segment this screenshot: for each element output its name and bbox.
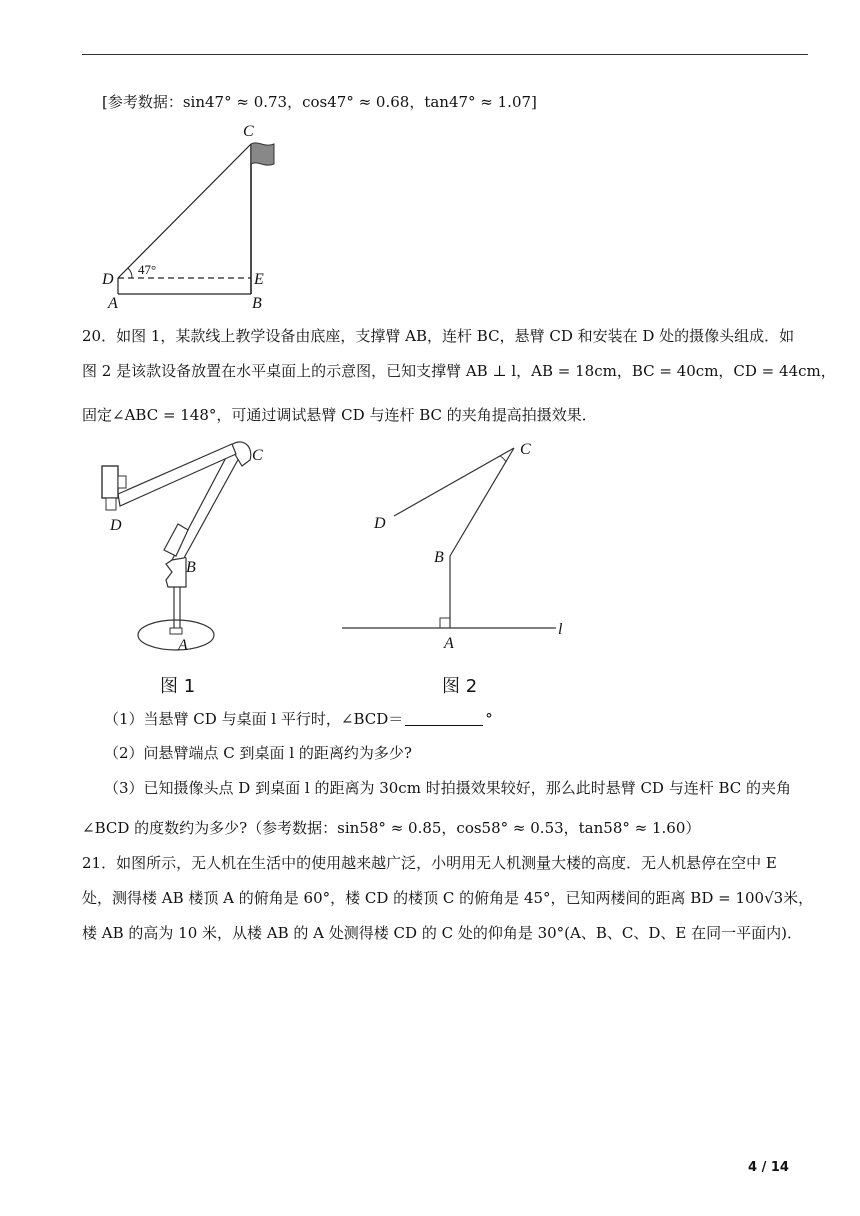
- figure-2-schematic: [336, 432, 576, 662]
- q20-line1: 20．如图 1，某款线上教学设备由底座，支撑臂 AB，连杆 BC，悬臂 CD 和安装在 D 处的摄像头组成．如: [82, 327, 795, 345]
- q20-sub1: [104, 709, 834, 729]
- q20-line2: 图 2 是该款设备放置在水平桌面上的示意图，已知支撑臂 AB ⊥ l，AB = 18cm，BC = 40cm，CD = 44cm，: [82, 362, 836, 380]
- fig2-label-D: D: [374, 515, 386, 532]
- q20-sub1-text: （1）当悬臂 CD 与桌面 l 平行时，∠BCD＝: [104, 710, 404, 728]
- fig2-label-l: l: [558, 621, 563, 638]
- figure-1-device: [92, 432, 282, 662]
- q20-sub3-line2: ∠BCD 的度数约为多少?（参考数据：sin58° ≈ 0.85，cos58° ≈ 0.53，tan58° ≈ 1.60）: [82, 819, 701, 837]
- angle-47: 47°: [138, 262, 157, 277]
- header-rule: [82, 54, 808, 55]
- degree-sign: °: [485, 710, 493, 728]
- q21-line1: 21．如图所示，无人机在生活中的使用越来越广泛，小明用无人机测量大楼的高度．无人机悬停在空中 E: [82, 854, 777, 872]
- flagpole-figure: [96, 118, 286, 314]
- fig2-label-B: B: [434, 549, 444, 566]
- fig2-label-C: C: [520, 441, 531, 458]
- answer-blank[interactable]: [405, 711, 483, 726]
- label-A: A: [108, 295, 118, 312]
- fig1-caption: 图 1: [160, 676, 196, 697]
- fig1-label-A: A: [178, 637, 188, 654]
- fig2-caption: 图 2: [442, 676, 478, 697]
- q21-line2: 处，测得楼 AB 楼顶 A 的俯角是 60°，楼 CD 的楼顶 C 的俯角是 45°，已知两楼间的距离 BD = 100√3米，: [82, 889, 814, 907]
- q20-sub3-line1: （3）已知摄像头点 D 到桌面 l 的距离为 30cm 时拍摄效果较好，那么此时悬臂 CD 与连杆 BC 的夹角: [104, 779, 792, 797]
- label-D: D: [102, 271, 114, 288]
- q20-sub2: （2）问悬臂端点 C 到桌面 l 的距离约为多少?: [104, 744, 412, 762]
- fig2-label-A: A: [444, 635, 454, 652]
- fig1-label-D: D: [110, 517, 122, 534]
- label-C: C: [243, 123, 254, 140]
- q20-line3: 固定∠ABC = 148°，可通过调试悬臂 CD 与连杆 BC 的夹角提高拍摄效果．: [82, 406, 597, 424]
- fig1-label-C: C: [252, 447, 263, 464]
- label-B: B: [252, 295, 262, 312]
- q21-line3: 楼 AB 的高为 10 米，从楼 AB 的 A 处测得楼 CD 的 C 处的仰角是 30°(A、B、C、D、E 在同一平面内)．: [82, 924, 802, 942]
- fig1-label-B: B: [186, 559, 196, 576]
- label-E: E: [254, 271, 264, 288]
- reference-data: [参考数据：sin47° ≈ 0.73，cos47° ≈ 0.68，tan47° ≈ 1.07]: [102, 93, 537, 111]
- page-number: 4 / 14: [748, 1160, 789, 1175]
